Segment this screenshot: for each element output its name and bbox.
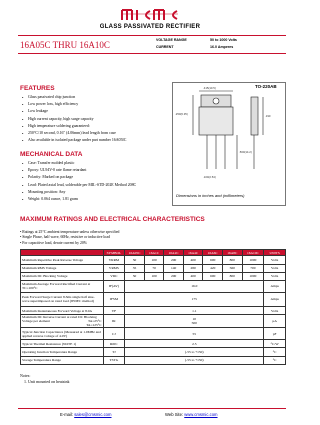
value-text: 10 — [192, 317, 196, 322]
symbol-cell: VRMS — [103, 264, 125, 272]
table-header-cell: UNITS — [264, 250, 286, 256]
mechanical-item: • Weight: 0.064 ounce, 1.81 gram — [22, 196, 172, 203]
value-cell: 200 — [164, 256, 184, 264]
value-cell: 560 — [222, 264, 242, 272]
voltage-range-label: VOLTAGE RANGE — [156, 38, 187, 42]
param-cell: Maximum Average Forward Rectified Current at TC=100°C — [21, 280, 104, 292]
param-cell: Maximum DC Blocking Voltage — [21, 272, 104, 280]
value-cell: 70 — [144, 264, 164, 272]
value-text: 500 — [191, 321, 197, 326]
svg-text:.250(6.35): .250(6.35) — [175, 112, 188, 116]
symbol-cell: CJ — [103, 328, 125, 340]
svg-text:.560(14.2): .560(14.2) — [239, 150, 252, 154]
param-cell: Typical Thermal Resistance (NOTE 1) — [21, 340, 104, 348]
feature-item: • Low power loss, high efficiency — [22, 101, 172, 108]
logo-mark-icon — [120, 8, 180, 22]
mechanical-item: • Mounting position: Any — [22, 189, 172, 196]
ratings-table — [20, 249, 286, 365]
unit-cell: Amps — [264, 280, 286, 292]
unit-cell: °C/W — [264, 340, 286, 348]
notes-heading: Notes: — [20, 373, 31, 378]
table-row — [21, 272, 286, 280]
value-cell: 100 — [144, 272, 164, 280]
website-link[interactable]: www.cmsmic.com — [184, 412, 218, 417]
value-cell: 600 — [203, 272, 223, 280]
ratings-note: • For capacitive load, derate current by 20% — [20, 240, 87, 245]
svg-text:.190: .190 — [265, 114, 271, 118]
param-cell — [21, 315, 104, 328]
unit-cell: °C — [264, 348, 286, 356]
table-header-cell: 16A05C — [125, 250, 145, 256]
table-row — [21, 280, 286, 292]
mechanical-item: • Case: Transfer molded plastic — [22, 160, 172, 167]
voltage-range-value: 50 to 1000 Volts — [210, 38, 237, 42]
mechanical-item: • Lead: Plated axial lead, solderable per MIL-STD-202E Method 208C — [22, 182, 172, 189]
table-header-cell: 16A2C — [164, 250, 184, 256]
condition-text: TA=25°C — [87, 319, 102, 324]
value-cell: 50 — [125, 256, 145, 264]
param-cell: Storage Temperature Range — [21, 356, 104, 364]
header-rule-top — [18, 35, 286, 36]
dimensions-note: Dimensions in inches and (millimeters) — [176, 193, 245, 198]
symbol-cell: RθJC — [103, 340, 125, 348]
table-header-cell: 16A1C — [144, 250, 164, 256]
value-cell: 200 — [164, 272, 184, 280]
document-subtitle: GLASS PASSIVATED RECTIFIER — [99, 24, 201, 30]
param-cell: Maximum Repetitive Peak Reverse Voltage — [21, 256, 104, 264]
symbol-cell: VRRM — [103, 256, 125, 264]
value-span-cell: (-55 to +150) — [125, 348, 264, 356]
table-row — [21, 264, 286, 272]
param-cell: Maximum RMS Voltage — [21, 264, 104, 272]
value-cell: 140 — [164, 264, 184, 272]
table-row — [21, 306, 286, 314]
value-cell: 400 — [183, 272, 203, 280]
value-span-cell: 1.1 — [125, 306, 264, 314]
ratings-note: • Single Phase, half wave, 60Hz, resistive or inductive load — [20, 235, 110, 240]
mechanical-item: • Polarity: Marked on package — [22, 174, 172, 181]
value-cell: 800 — [222, 272, 242, 280]
value-cell: 100 — [144, 256, 164, 264]
symbol-cell: TSTG — [103, 356, 125, 364]
footer-rule — [18, 408, 286, 409]
feature-item: • High current capacity, high surge capacity — [22, 116, 172, 123]
features-heading: FEATURES — [20, 85, 55, 92]
ratings-note: • Ratings at 25°C ambient temperature unless otherwise specified — [20, 230, 120, 234]
unit-cell: Volts — [264, 256, 286, 264]
current-label: CURRENT — [156, 45, 174, 49]
table-row — [21, 356, 286, 364]
to220-package-drawing — [173, 83, 285, 193]
feature-item: • High temperature soldering guaranteed: — [22, 123, 172, 130]
ratings-heading: MAXIMUM RATINGS AND ELECTRICAL CHARACTERISTICS — [20, 216, 205, 223]
param-cell: Peak Forward Surge Current 8.3ms single half sine-wave superimposed on rated load (JEDEC method) — [21, 292, 104, 306]
value-span-cell: 2.5 — [125, 340, 264, 348]
features-list — [22, 94, 172, 144]
table-row — [21, 292, 286, 306]
table-row — [21, 328, 286, 340]
param-text: Maximum DC Reverse Current at rated DC Blocking Voltage per element — [22, 315, 97, 324]
symbol-cell: TJ — [103, 348, 125, 356]
unit-cell: µA — [264, 315, 286, 328]
symbol-cell: VF — [103, 306, 125, 314]
feature-item: • 250°C/10 second, 0.16" (4.06mm) lead length from case — [22, 130, 172, 137]
notes-block — [20, 373, 69, 384]
symbol-cell: VDC — [103, 272, 125, 280]
header-rule-bottom — [18, 53, 286, 54]
table-header-cell: 16A6C — [203, 250, 223, 256]
unit-cell: °C — [264, 356, 286, 364]
current-value: 16.0 Amperes — [210, 45, 234, 49]
value-cell: 700 — [242, 264, 264, 272]
website-label: Web Site: — [165, 412, 184, 417]
unit-cell: pF — [264, 328, 286, 340]
table-row — [21, 340, 286, 348]
table-header-cell: SYMBOL — [103, 250, 125, 256]
param-cell: Operating Junction Temperature Range — [21, 348, 104, 356]
feature-item: • Low leakage — [22, 108, 172, 115]
table-row — [21, 348, 286, 356]
unit-cell: Volts — [264, 272, 286, 280]
table-header-cell: 16A4C — [183, 250, 203, 256]
table-header-cell: 16A10C — [242, 250, 264, 256]
symbol-cell: IFSM — [103, 292, 125, 306]
value-cell: 420 — [203, 264, 223, 272]
email-link[interactable]: sales@cmsmic.com — [74, 412, 112, 417]
footer-email — [60, 412, 112, 417]
email-label: E-mail: — [60, 412, 74, 417]
feature-item: • Also available in isolated package under part number 16A05IC — [22, 137, 172, 144]
unit-cell: Volts — [264, 306, 286, 314]
value-cell: 800 — [222, 256, 242, 264]
param-cell: Maximum Instantaneous Forward Voltage at 8.0A — [21, 306, 104, 314]
table-row — [21, 256, 286, 264]
value-span-cell: 16.0 — [125, 280, 264, 292]
unit-cell: Amps — [264, 292, 286, 306]
footer-website — [165, 412, 218, 417]
package-drawing-box — [172, 82, 286, 206]
svg-text:.100(2.54): .100(2.54) — [203, 175, 216, 179]
condition-text: TA=125°C — [86, 323, 102, 328]
part-range-title: 16A05C THRU 16A10C — [20, 40, 110, 50]
ratings-note-text: Ratings at 25°C ambient temperature unless otherwise specified — [22, 230, 120, 234]
mechanical-heading: MECHANICAL DATA — [20, 151, 83, 158]
table-row — [21, 315, 286, 328]
feature-item: • Glass passivated chip junction — [22, 94, 172, 101]
value-cell: 50 — [125, 272, 145, 280]
value-cell: 400 — [183, 256, 203, 264]
ratings-note-text: For capacitive load, derate current by 20% — [22, 240, 87, 245]
value-cell: 280 — [183, 264, 203, 272]
symbol-cell: IF(AV) — [103, 280, 125, 292]
note-item: 1. Unit mounted on heatsink — [24, 378, 70, 384]
mechanical-list — [22, 160, 172, 203]
temp-conditions — [86, 319, 101, 327]
unit-cell: Volts — [264, 264, 286, 272]
value-span-cell: (-55 to +150) — [125, 356, 264, 364]
param-cell: Typical Junction Capacitance (Measured at 1.0MHz and applied reverse voltage of 4.0V) — [21, 328, 104, 340]
value-cell: 1000 — [242, 256, 264, 264]
value-cell: 600 — [203, 256, 223, 264]
value-span-cell: 55 — [125, 328, 264, 340]
ratings-notes — [20, 230, 285, 246]
value-span-cell: 175 — [125, 292, 264, 306]
table-header-cell: 16A8C — [222, 250, 242, 256]
svg-text:.415(10.5): .415(10.5) — [203, 86, 216, 90]
value-cell: 35 — [125, 264, 145, 272]
symbol-cell: IR — [103, 315, 125, 328]
value-span-cell — [125, 315, 264, 328]
mechanical-item: • Epoxy: UL94V-0 rate flame retardant — [22, 167, 172, 174]
value-cell: 1000 — [242, 272, 264, 280]
ratings-note-text: Single Phase, half wave, 60Hz, resistive or inductive load — [22, 235, 110, 240]
package-type-label: TO-220AB — [255, 84, 277, 89]
